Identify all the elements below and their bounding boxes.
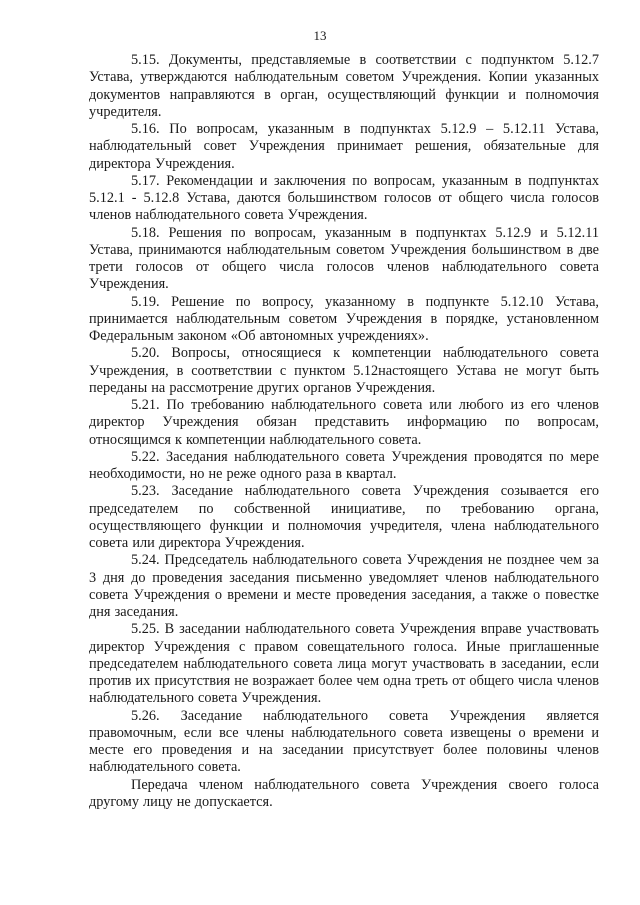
paragraph-5-15: 5.15. Документы, представляемые в соответствии с подпунктом 5.12.7 Устава, утверждаются наблюдательным советом Учреждения. Копии указанных документов направляются в орган, осуществляющий функции и полномочия учредителя. — [89, 52, 599, 120]
paragraph-vote-transfer: Передача членом наблюдательного совета Учреждения своего голоса другому лицу не допускается. — [89, 776, 599, 810]
paragraph-5-20: 5.20. Вопросы, относящиеся к компетенции наблюдательного совета Учреждения, в соответствии с пунктом 5.12настоящего Устава не могут быть переданы на рассмотрение других органов Учреждения. — [89, 345, 599, 396]
paragraph-5-21: 5.21. По требованию наблюдательного совета или любого из его членов директор Учреждения обязан представить информацию по вопросам, относящимся к компетенции наблюдательного совета. — [89, 397, 599, 448]
paragraph-5-23: 5.23. Заседание наблюдательного совета Учреждения созывается его председателем по собственной инициативе, по требованию органа, осуществляющего функции и полномочия учредителя, члена наблюдательного совета или директора Учреждения. — [89, 483, 599, 551]
paragraph-5-16: 5.16. По вопросам, указанным в подпунктах 5.12.9 – 5.12.11 Устава, наблюдательный совет Учреждения принимает решения, обязательные для директора Учреждения. — [89, 121, 599, 172]
paragraph-5-19: 5.19. Решение по вопросу, указанному в подпункте 5.12.10 Устава, принимается наблюдательным советом Учреждения в порядке, установленном Федеральным законом «Об автономных учреждениях». — [89, 293, 599, 344]
paragraph-5-24: 5.24. Председатель наблюдательного совета Учреждения не позднее чем за 3 дня до проведения заседания письменно уведомляет членов наблюдательного совета Учреждения о времени и месте проведения заседания, а также о повестке дня заседания. — [89, 552, 599, 620]
paragraph-5-18: 5.18. Решения по вопросам, указанным в подпунктах 5.12.9 и 5.12.11 Устава, принимаются наблюдательным советом Учреждения большинством в две трети голосов от общего числа голосов членов наблюдательного совета Учреждения. — [89, 224, 599, 293]
document-body — [89, 52, 599, 811]
page-number: 13 — [313, 28, 327, 43]
paragraph-5-22: 5.22. Заседания наблюдательного совета Учреждения проводятся по мере необходимости, но не реже одного раза в квартал. — [89, 448, 599, 482]
paragraph-5-26: 5.26. Заседание наблюдательного совета Учреждения является правомочным, если все члены наблюдательного совета извещены о времени и месте его проведения и на заседании присутствует более половины членов наблюдательного совета. — [89, 707, 599, 776]
paragraph-5-25: 5.25. В заседании наблюдательного совета Учреждения вправе участвовать директор Учреждения с правом совещательного голоса. Иные приглашенные председателем наблюдательного совета лица могут участвовать в заседании, если против их присутствия не возражает более чем одна треть от общего числа членов наблюдательного совета Учреждения. — [89, 621, 599, 707]
paragraph-5-17: 5.17. Рекомендации и заключения по вопросам, указанным в подпунктах 5.12.1 - 5.12.8 Устава, даются большинством голосов от общего числа голосов членов наблюдательного совета Учреждения. — [89, 172, 599, 224]
